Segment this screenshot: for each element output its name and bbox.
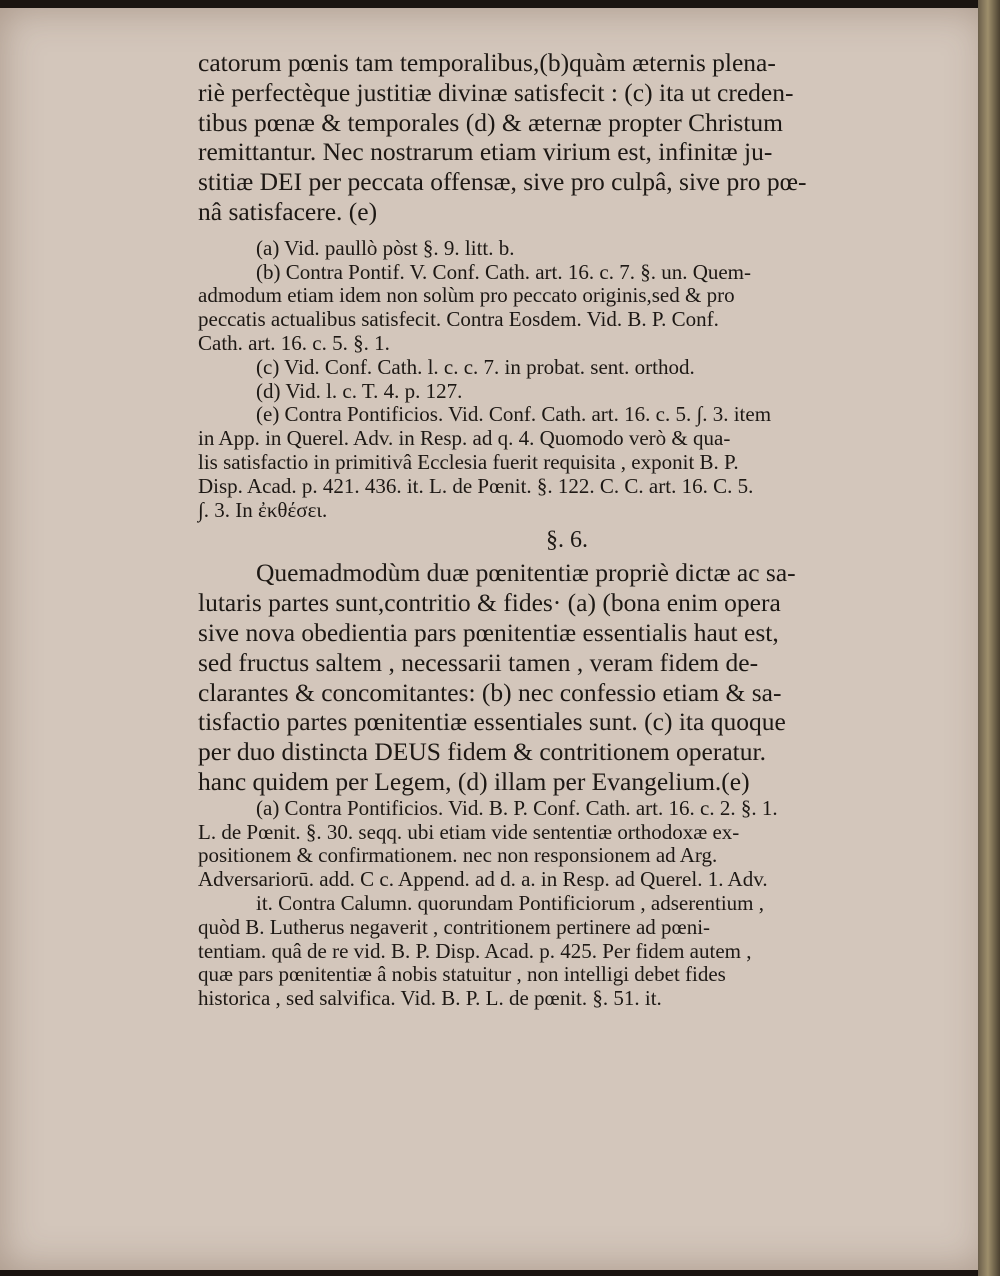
book-edge: [978, 0, 1000, 1276]
footnote-line: peccatis actualibus satisfecit. Contra Eosdem. Vid. B. P. Conf.: [198, 307, 719, 332]
text-line: per duo distincta DEUS fidem & contritionem operatur.: [198, 737, 766, 767]
text-line: stitiæ DEI per peccata offensæ, sive pro culpâ, sive pro pœ-: [198, 167, 807, 197]
footnote-line: it. Contra Calumn. quorundam Pontificiorum , adserentium ,: [256, 890, 765, 915]
text-line: nâ satisfacere. (e): [198, 196, 378, 226]
footnote-line: Disp. Acad. p. 421. 436. it. L. de Pœnit. §. 122. C. C. art. 16. C. 5.: [198, 473, 754, 498]
footnote-line: (e) Contra Pontificios. Vid. Conf. Cath. art. 16. c. 5. ∫. 3. item: [256, 402, 772, 427]
footnotes-2: [198, 797, 936, 1011]
text-line: catorum pœnis tam temporalibus,(b)quàm æternis plena-: [198, 48, 776, 77]
footnote-line: quæ pars pœnitentiæ â nobis statuitur , non intelligi debet fides: [198, 962, 726, 987]
footnote-line: admodum etiam idem non solùm pro peccato originis,sed & pro: [198, 283, 735, 308]
paragraph-2: [198, 558, 936, 796]
footnote-line: (c) Vid. Conf. Cath. l. c. c. 7. in probat. sent. orthod.: [256, 354, 695, 379]
footnote-line: lis satisfactio in primitivâ Ecclesia fuerit requisita , exponit B. P.: [198, 449, 739, 474]
text-line: remittantur. Nec nostrarum etiam virium est, infinitæ ju-: [198, 137, 773, 167]
footnotes-1: [198, 237, 936, 523]
footnote-line: quòd B. Lutherus negaverit , contritionem pertinere ad pœni-: [198, 914, 711, 939]
text-line: tibus pœnæ & temporales (d) & æternæ propter Christum: [198, 107, 784, 137]
text-line: clarantes & concomitantes: (b) nec confessio etiam & sa-: [198, 677, 782, 707]
footnote-line: Cath. art. 16. c. 5. §. 1.: [198, 330, 390, 355]
footnote-line: positionem & confirmationem. nec non responsionem ad Arg.: [198, 843, 718, 868]
text-line: hanc quidem per Legem, (d) illam per Evangelium.(e): [198, 766, 750, 796]
page-text: [198, 48, 936, 1011]
section-heading: §. 6.: [546, 527, 588, 554]
text-line: tisfactio partes pœnitentiæ essentiales sunt. (c) ita quoque: [198, 707, 786, 737]
footnote-line: (b) Contra Pontif. V. Conf. Cath. art. 16. c. 7. §. un. Quem-: [256, 259, 752, 284]
text-line: riè perfectèque justitiæ divinæ satisfecit : (c) ita ut creden-: [198, 77, 794, 107]
text-line: lutaris partes sunt,contritio & fides· (a) (bona enim opera: [198, 588, 781, 618]
footnote-line: L. de Pœnit. §. 30. seqq. ubi etiam vide sententiæ orthodoxæ ex-: [198, 819, 740, 844]
footnote-line: ∫. 3. In ἐκθέσει.: [198, 497, 328, 522]
text-line: Quemadmodùm duæ pœnitentiæ propriè dictæ ac sa-: [256, 558, 796, 588]
footnote-line: (a) Vid. paullò pòst §. 9. litt. b.: [256, 235, 515, 260]
text-line: sive nova obedientia pars pœnitentiæ essentialis haut est,: [198, 617, 779, 647]
text-line: sed fructus saltem , necessarii tamen , veram fidem de-: [198, 647, 759, 677]
footnote-line: Adversariorū. add. C c. Append. ad d. a. in Resp. ad Querel. 1. Adv.: [198, 867, 768, 892]
footnote-line: tentiam. quâ de re vid. B. P. Disp. Acad. p. 425. Per fidem autem ,: [198, 938, 752, 963]
footnote-line: in App. in Querel. Adv. in Resp. ad q. 4. Quomodo verò & qua-: [198, 426, 731, 451]
footnote-line: historica , sed salvifica. Vid. B. P. L. de pœnit. §. 51. it.: [198, 986, 662, 1011]
footnote-line: (a) Contra Pontificios. Vid. B. P. Conf. Cath. art. 16. c. 2. §. 1.: [256, 795, 778, 820]
paragraph-1: [198, 48, 936, 227]
section-heading-wrap: [198, 522, 936, 558]
footnote-line: (d) Vid. l. c. T. 4. p. 127.: [256, 378, 463, 403]
